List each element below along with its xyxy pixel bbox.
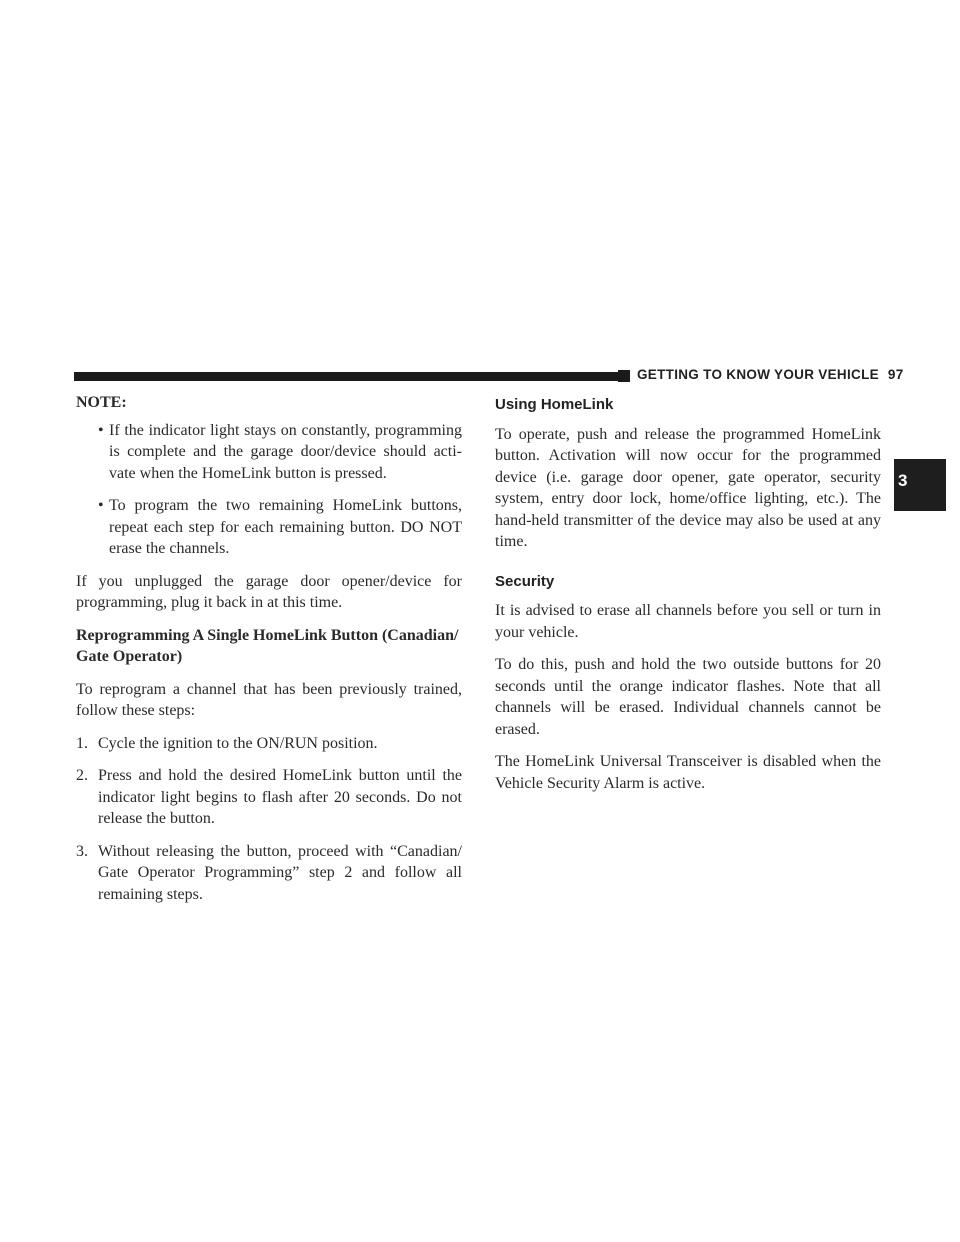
security-paragraph-3: The HomeLink Universal Transceiver is disabled when the Vehicle Security Alarm is active. (495, 753, 881, 792)
list-item (76, 733, 462, 755)
using-homelink-heading: Using HomeLink (495, 396, 614, 413)
step-number: 2. (76, 767, 88, 784)
chapter-tab (894, 459, 946, 511)
list-item (76, 841, 462, 906)
list-item (98, 420, 462, 485)
step-text: Without releasing the button, proceed with “Canadian/ Gate Operator Programming” step 2 and follow all remaining steps. (98, 842, 462, 903)
unplugged-paragraph: If you unplugged the garage door opener/device for programming, plug it back in at this time. (76, 572, 462, 611)
security-heading: Security (495, 572, 555, 590)
page-number: 97 (887, 367, 904, 382)
running-header (637, 367, 904, 382)
list-item (76, 765, 462, 830)
chapter-number: 3 (898, 471, 908, 490)
header-rule (74, 372, 630, 381)
reprogram-heading: Reprogramming A Single HomeLink Button (Canadian/ Gate Operator) (76, 626, 459, 665)
bullet-icon: • (98, 421, 104, 439)
step-number: 3. (76, 842, 88, 860)
step-number: 1. (76, 734, 88, 752)
bullet-text: If the indicator light stays on constantly, programming is complete and the garage door/device should acti- vate when the HomeLink button is pressed. (109, 421, 462, 482)
right-column (495, 392, 881, 805)
note-label: NOTE: (76, 394, 127, 411)
step-text: Press and hold the desired HomeLink button until the indicator light begins to flash after 20 seconds. Do not release the button. (98, 767, 462, 827)
bullet-text: To program the two remaining HomeLink buttons, repeat each step for each remaining button. DO NOT erase the channels. (109, 497, 462, 557)
section-title: GETTING TO KNOW YOUR VEHICLE (637, 367, 879, 382)
left-column (76, 392, 462, 916)
note-bullets (76, 420, 462, 560)
using-homelink-paragraph: To operate, push and release the programmed HomeLink button. Activation will now occur for the programmed device (i.e. garage door opener, gate operator, security system, entry door lock, home/office lighting, etc.). The hand-held transmitter of the device may also be used at any time. (495, 425, 881, 550)
list-item (98, 495, 462, 560)
security-paragraph-2: To do this, push and hold the two outside buttons for 20 seconds until the orange indicator flashes. Note that all channels will be erased. Individual channels cannot be erased. (495, 656, 881, 738)
security-paragraph-1: It is advised to erase all channels before you sell or turn in your vehicle. (495, 602, 881, 641)
step-text: Cycle the ignition to the ON/RUN position. (98, 734, 378, 752)
reprogram-intro: To reprogram a channel that has been previously trained, follow these steps: (76, 680, 462, 719)
bullet-icon: • (98, 497, 104, 514)
header-rule-end (618, 370, 630, 382)
reprogram-steps (76, 733, 462, 906)
